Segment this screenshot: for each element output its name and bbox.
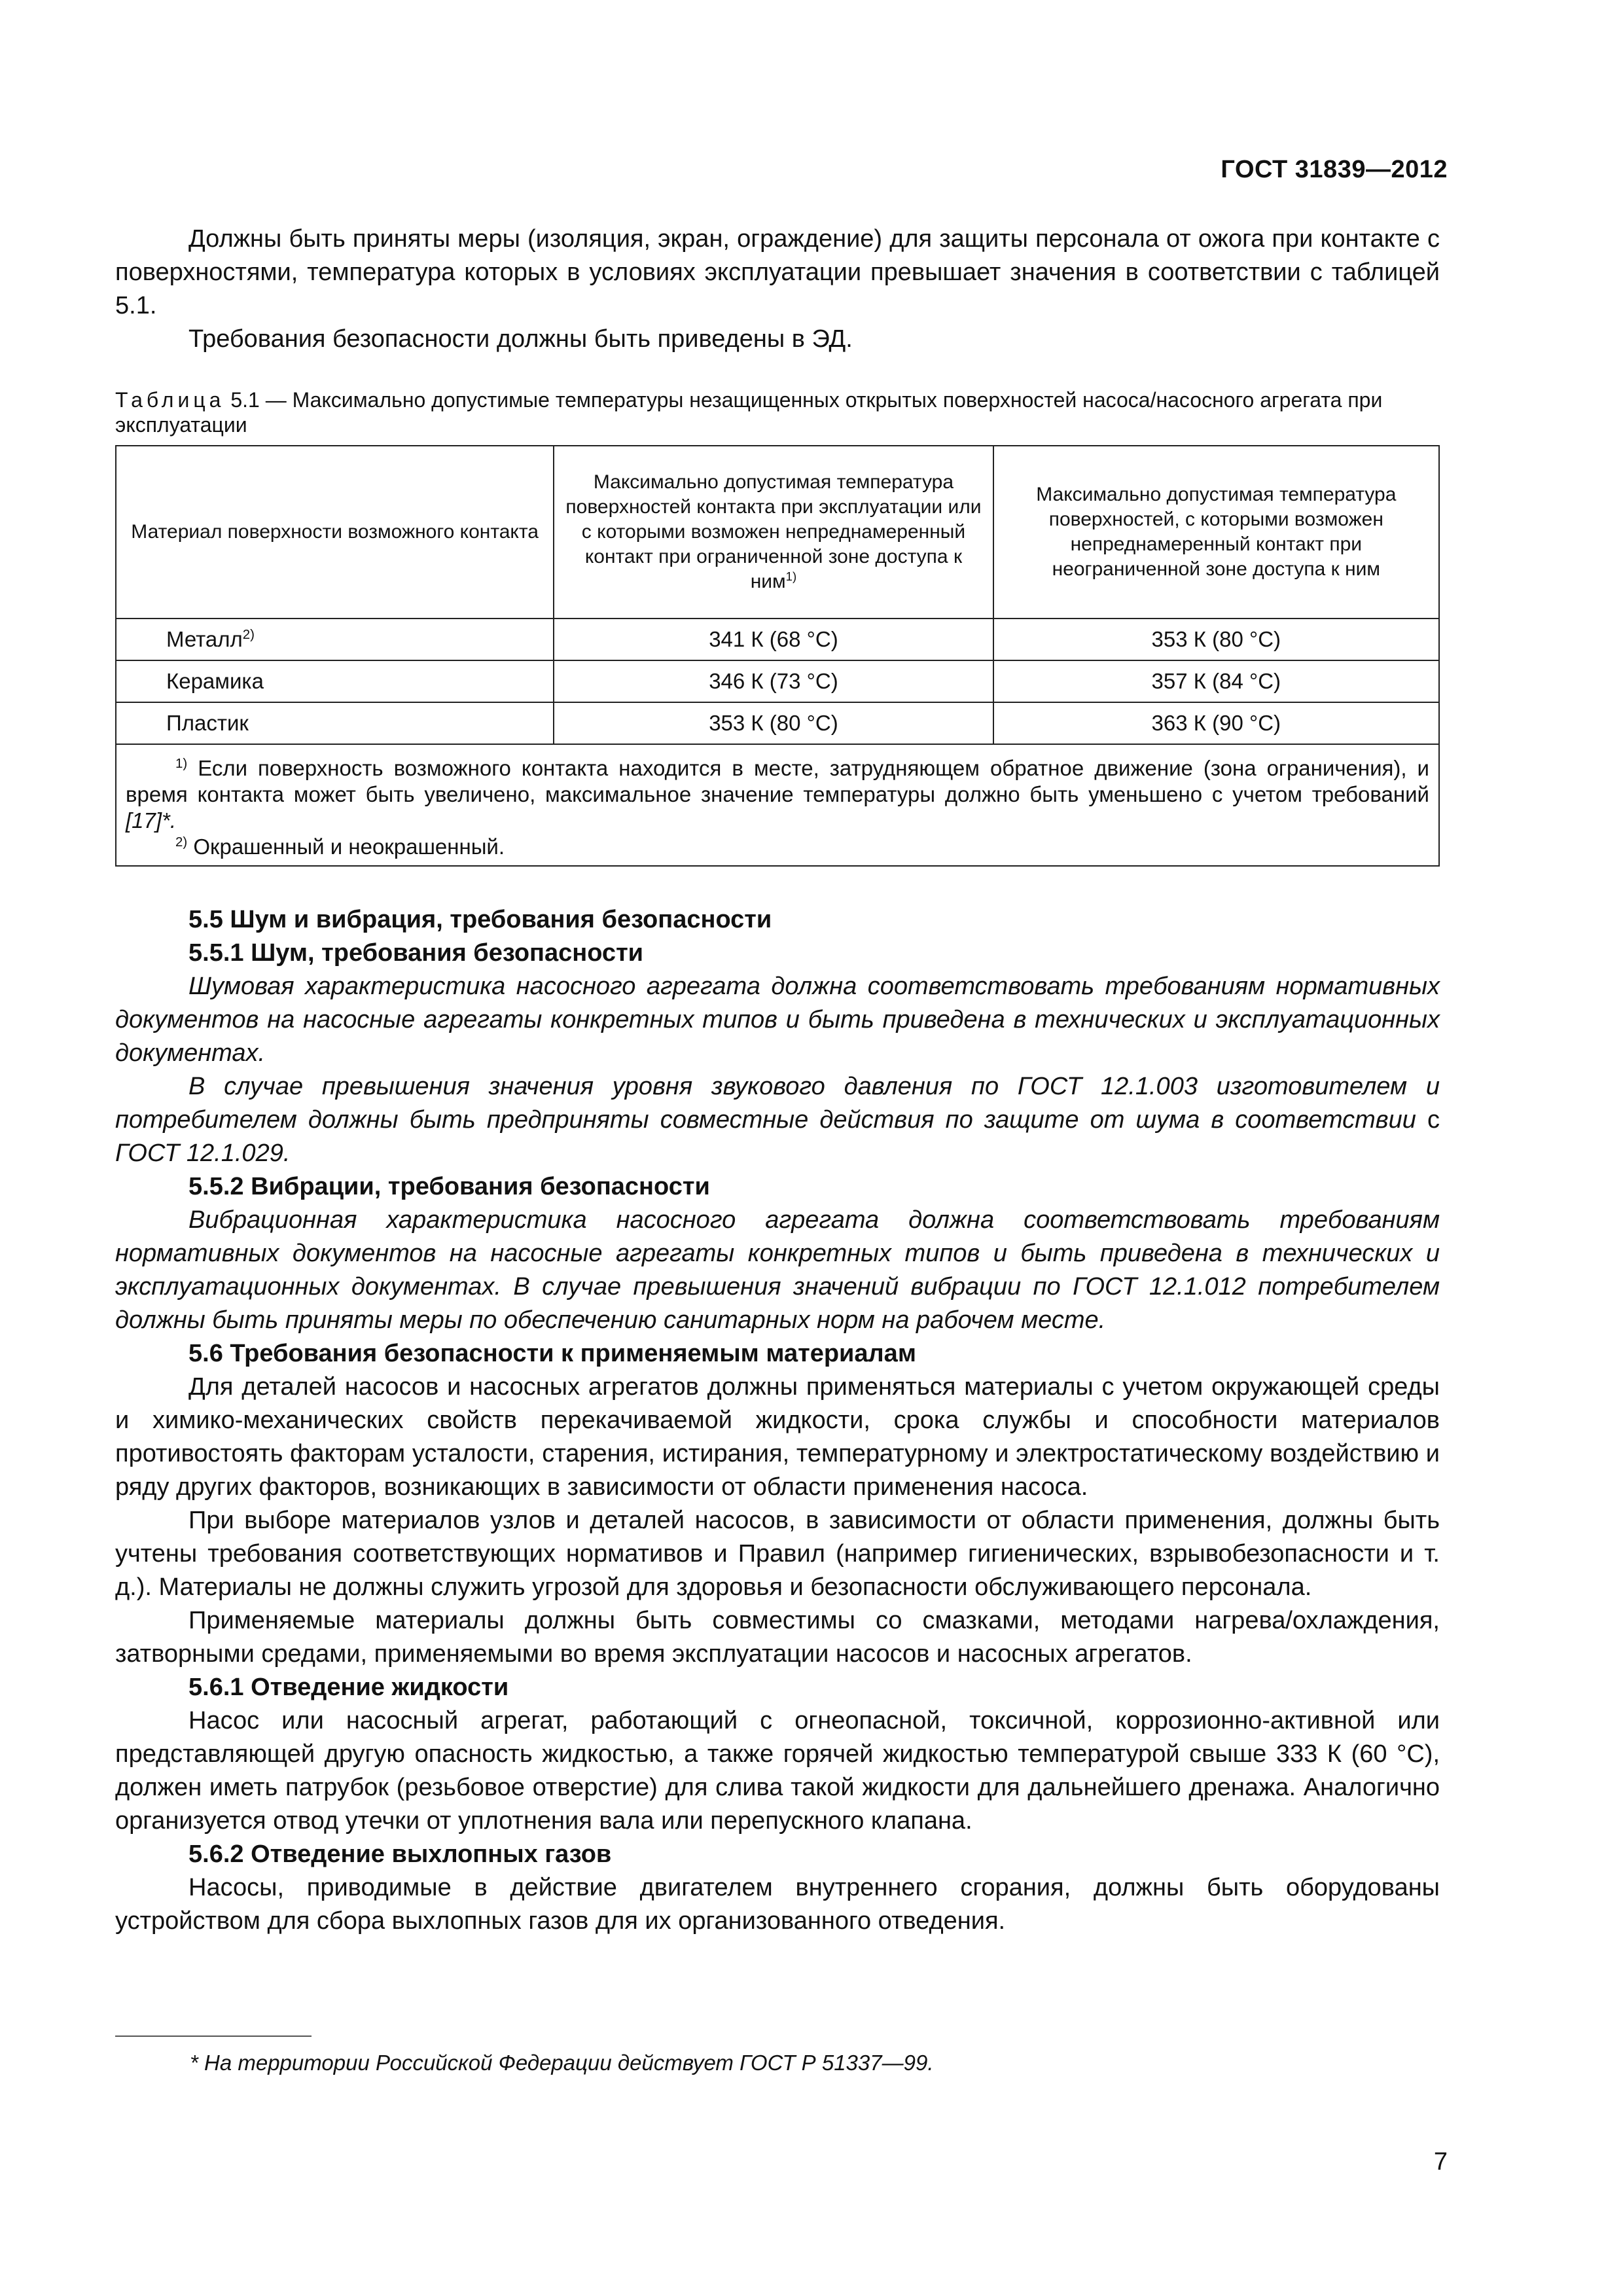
table-caption-text: 5.1 — Максимально допустимые температуры незащищенных открытых поверхностей насоса/насосного агрегата при эксплуатации bbox=[115, 388, 1383, 437]
subsection-heading: 5.6.2 Отведение выхлопных газов bbox=[188, 1840, 612, 1868]
paragraph-text: с bbox=[1427, 1106, 1440, 1134]
temperature-table bbox=[115, 445, 1440, 867]
subsection-heading: 5.5.1 Шум, требования безопасности bbox=[188, 939, 644, 967]
material-cell bbox=[116, 619, 554, 660]
header-text: Максимально допустимая температура поверхностей контакта при эксплуатации или с которыми возможен непреднамеренный контакт при ограниченной зоне доступа к ним bbox=[565, 471, 982, 592]
intro-paragraph: Требования безопасности должны быть приведены в ЭД. bbox=[188, 325, 853, 353]
material-footnote-mark: 2) bbox=[242, 627, 255, 642]
body-paragraph: Насосы, приводимые в действие двигателем внутреннего сгорания, должны быть оборудованы устройством для сбора выхлопных газов для их организованного отведения. bbox=[115, 1874, 1440, 1935]
note-mark: 2) bbox=[175, 834, 188, 850]
paragraph-text: ГОСТ 12.1.029. bbox=[115, 1139, 291, 1167]
intro-paragraph: Должны быть приняты меры (изоляция, экран, ограждение) для защиты персонала от ожога при контакте с поверхностями, температура которых в условиях эксплуатации превышает значения в соответствии с таблицей 5.1. bbox=[115, 225, 1440, 319]
table-header-cell bbox=[554, 446, 993, 619]
table-row bbox=[116, 660, 1439, 702]
material-cell bbox=[116, 660, 554, 702]
header-text: Максимально допустимая температура поверхностей, с которыми возможен непреднамеренный контакт при неограниченной зоне доступа к ним bbox=[1036, 484, 1397, 580]
body-paragraph: При выборе материалов узлов и деталей насосов, в зависимости от области применения, должны быть учтены требования соответствующих нормативов и Правил (например гигиенических, взрывобезопасности и т. д.). Материалы не должны служить угрозой для здоровья и безопасности обслуживающего персонала. bbox=[115, 1507, 1440, 1601]
limited-zone-cell: 346 К (73 °С) bbox=[554, 660, 993, 702]
material-cell bbox=[116, 702, 554, 744]
section-heading: 5.6 Требования безопасности к применяемым материалам bbox=[188, 1340, 916, 1367]
body-paragraph: Насос или насосный агрегат, работающий с огнеопасной, токсичной, коррозионно-активной или представляющей другую опасность жидкостью, а также горячей жидкостью температурой свыше 333 К (60 °С), должен иметь патрубок (резьбовое отверстие) для слива такой жидкости для дальнейшего дренажа. Аналогично организуется отвод утечки от уплотнения вала или перепускного клапана. bbox=[115, 1707, 1440, 1835]
subsection-heading: 5.6.1 Отведение жидкости bbox=[188, 1674, 509, 1701]
table-caption bbox=[115, 387, 1440, 437]
body-paragraph: Шумовая характеристика насосного агрегата должна соответствовать требованиям нормативных документов на насосные агрегаты конкретных типов и быть приведена в технических и эксплуатационных документах. bbox=[115, 973, 1440, 1067]
material-name: Пластик bbox=[166, 711, 249, 735]
document-code: ГОСТ 31839—2012 bbox=[1221, 156, 1448, 183]
table-notes-row bbox=[116, 744, 1439, 866]
table-note-2 bbox=[126, 834, 1429, 860]
table-caption-label: Таблица bbox=[115, 388, 225, 412]
body-paragraph: Вибрационная характеристика насосного агрегата должна соответствовать требованиям нормативных документов на насосные агрегаты конкретных типов и быть приведена в технических и эксплуатационных документах. В случае превышения значений вибрации по ГОСТ 12.1.012 потребителем должны быть приняты меры по обеспечению санитарных норм на рабочем месте. bbox=[115, 1206, 1440, 1334]
page-number: 7 bbox=[1433, 2148, 1448, 2176]
table-header-cell bbox=[993, 446, 1439, 619]
paragraph-text: В случае превышения значения уровня звукового давления по ГОСТ 12.1.003 изготовителем и потребителем должны быть предприняты совместные действия по защите от шума в соответствии bbox=[115, 1073, 1440, 1134]
note-reference: [17]*. bbox=[126, 808, 177, 833]
material-name: Керамика bbox=[166, 669, 264, 693]
header-footnote-mark: 1) bbox=[785, 569, 797, 583]
section-heading: 5.5 Шум и вибрация, требования безопасности bbox=[188, 906, 772, 933]
page-content bbox=[115, 223, 1440, 1938]
note-mark: 1) bbox=[175, 756, 188, 771]
limited-zone-cell: 341 К (68 °С) bbox=[554, 619, 993, 660]
page-footnote: * На территории Российской Федерации действует ГОСТ Р 51337—99. bbox=[190, 2051, 934, 2075]
table-header-row bbox=[116, 446, 1439, 619]
unlimited-zone-cell: 363 К (90 °С) bbox=[993, 702, 1439, 744]
note-text: Окрашенный и неокрашенный. bbox=[187, 834, 505, 859]
body-paragraph bbox=[115, 1070, 1440, 1170]
material-name: Металл bbox=[166, 627, 243, 651]
table-header-cell bbox=[116, 446, 554, 619]
footnote-divider bbox=[115, 2036, 312, 2037]
table-row bbox=[116, 702, 1439, 744]
note-text: Если поверхность возможного контакта находится в месте, затрудняющем обратное движение (зона ограничения), и время контакта может быть увеличено, максимальное значение температуры должно быть уменьшено с учетом требований bbox=[126, 756, 1429, 806]
header-text: Материал поверхности возможного контакта bbox=[131, 521, 539, 543]
table-note-1 bbox=[126, 755, 1429, 834]
table-row bbox=[116, 619, 1439, 660]
unlimited-zone-cell: 353 К (80 °С) bbox=[993, 619, 1439, 660]
subsection-heading: 5.5.2 Вибрации, требования безопасности bbox=[188, 1173, 710, 1200]
body-paragraph: Применяемые материалы должны быть совместимы со смазками, методами нагрева/охлаждения, затворными средами, применяемыми во время эксплуатации насосов и насосных агрегатов. bbox=[115, 1607, 1440, 1668]
body-paragraph: Для деталей насосов и насосных агрегатов должны применяться материалы с учетом окружающей среды и химико-механических свойств перекачиваемой жидкости, срока службы и способности материалов противостоять факторам усталости, старения, истирания, температурному и электростатическому воздействию и ряду других факторов, возникающих в зависимости от области применения насоса. bbox=[115, 1373, 1440, 1501]
limited-zone-cell: 353 К (80 °С) bbox=[554, 702, 993, 744]
table-notes bbox=[116, 744, 1439, 866]
unlimited-zone-cell: 357 К (84 °С) bbox=[993, 660, 1439, 702]
